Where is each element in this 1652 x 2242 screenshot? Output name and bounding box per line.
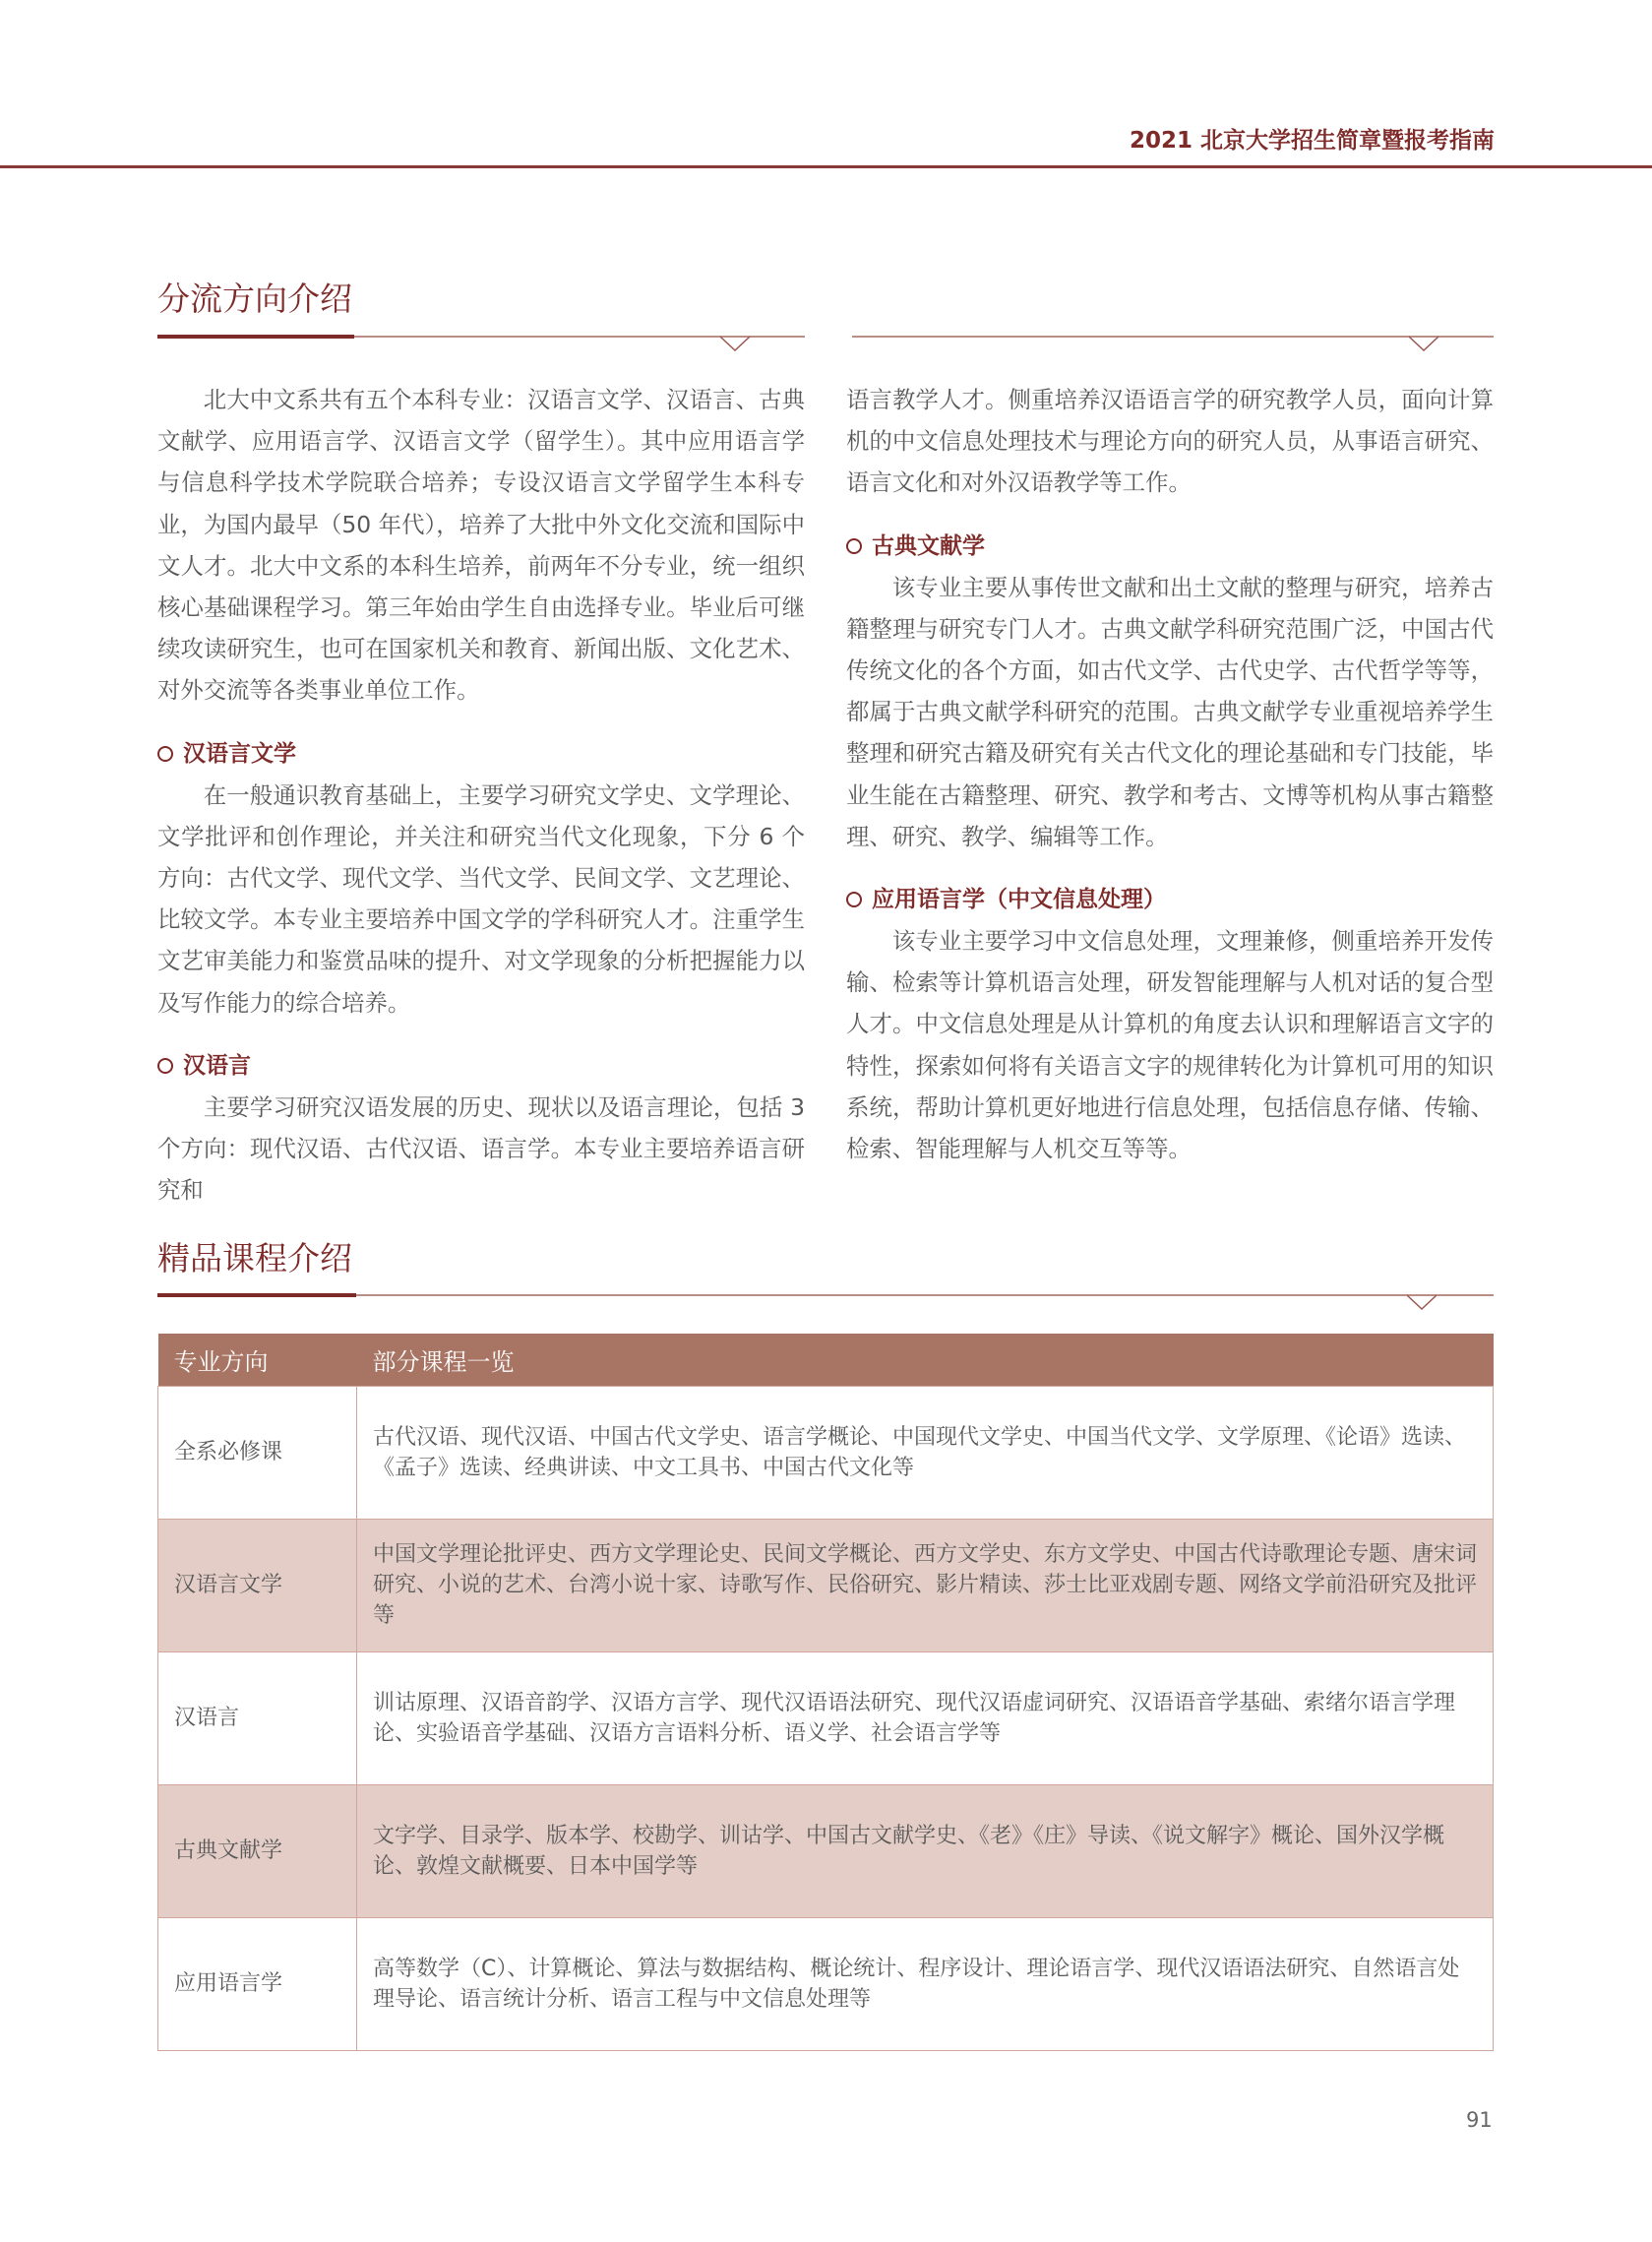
major-heading — [157, 1045, 805, 1087]
table-row — [158, 1917, 1494, 2050]
major-cell: 全系必修课 — [158, 1386, 357, 1519]
major-heading — [157, 733, 805, 775]
header-rule — [0, 165, 1652, 168]
section-underline-left — [157, 336, 805, 338]
table-row — [158, 1386, 1494, 1519]
table-row — [158, 1651, 1494, 1784]
column-header-courses: 部分课程一览 — [357, 1334, 1494, 1386]
section-underline-courses — [157, 1294, 1494, 1296]
major-heading — [846, 526, 1494, 567]
chevron-notch-icon — [1407, 1294, 1437, 1310]
table-row — [158, 1784, 1494, 1917]
major-heading — [846, 879, 1494, 920]
major-title: 汉语言文学 — [183, 740, 296, 767]
left-column — [157, 379, 805, 1211]
major-cell: 汉语言文学 — [158, 1519, 357, 1651]
major-description: 该专业主要学习中文信息处理，文理兼修，侧重培养开发传输、检索等计算机语言处理，研发智能理解与人机对话的复合型人才。中文信息处理是从计算机的角度去认识和理解语言文字的特性，探索如何将有关语言文字的规律转化为计算机可用的知识系统，帮助计算机更好地进行信息处理，包括信息存储、传输、检索、智能理解与人机交互等等。 — [846, 927, 1494, 1163]
column-header-major: 专业方向 — [158, 1334, 357, 1386]
circle-bullet-icon — [157, 1058, 173, 1074]
right-column — [846, 379, 1494, 1169]
major-cell: 应用语言学 — [158, 1917, 357, 2050]
major-title: 汉语言 — [183, 1052, 251, 1079]
chevron-notch-icon — [1409, 336, 1438, 351]
courses-cell: 高等数学（C）、计算概论、算法与数据结构、概论统计、程序设计、理论语言学、现代汉语语法研究、自然语言处理导论、语言统计分析、语言工程与中文信息处理等 — [357, 1917, 1494, 2050]
section-title-courses: 精品课程介绍 — [157, 1239, 352, 1277]
major-cell: 汉语言 — [158, 1651, 357, 1784]
major-description: 该专业主要从事传世文献和出土文献的整理与研究，培养古籍整理与研究专门人才。古典文献学科研究范围广泛，中国古代传统文化的各个方面，如古代文学、古代史学、古代哲学等等，都属于古典文献学科研究的范围。古典文献学专业重视培养学生整理和研究古籍及研究有关古代文化的理论基础和专门技能，毕业生能在古籍整理、研究、教学和考古、文博等机构从事古籍整理、研究、教学、编辑等工作。 — [846, 573, 1494, 850]
major-title: 古典文献学 — [872, 532, 985, 559]
section-title-directions: 分流方向介绍 — [157, 280, 352, 318]
major-description-continued: 语言教学人才。侧重培养汉语语言学的研究教学人员，面向计算机的中文信息处理技术与理论方向的研究人员，从事语言研究、语言文化和对外汉语教学等工作。 — [846, 386, 1494, 497]
table-header-row — [158, 1334, 1494, 1386]
circle-bullet-icon — [846, 892, 862, 907]
chevron-notch-icon — [720, 336, 750, 351]
major-description: 主要学习研究汉语发展的历史、现状以及语言理论，包括 3 个方向：现代汉语、古代汉语、语言学。本专业主要培养语言研究和 — [157, 1092, 805, 1205]
document-header-title: 2021 北京大学招生简章暨报考指南 — [1129, 128, 1495, 154]
intro-paragraph: 北大中文系共有五个本科专业：汉语言文学、汉语言、古典文献学、应用语言学、汉语言文学（留学生）。其中应用语言学与信息科学技术学院联合培养；专设汉语言文学留学生本科专业，为国内最早（50 年代），培养了大批中外文化交流和国际中文人才。北大中文系的本科生培养，前两年不分专业，统一组织核心基础课程学习。第三年始由学生自由选择专业。毕业后可继续攻读研究生，也可在国家机关和教育、新闻出版、文化艺术、对外交流等各类事业单位工作。 — [157, 386, 805, 705]
circle-bullet-icon — [846, 538, 862, 554]
courses-cell: 文字学、目录学、版本学、校勘学、训诂学、中国古文献学史、《老》《庄》导读、《说文解字》概论、国外汉学概论、敦煌文献概要、日本中国学等 — [357, 1784, 1494, 1917]
circle-bullet-icon — [157, 746, 173, 762]
major-title: 应用语言学（中文信息处理） — [872, 887, 1166, 913]
table-row — [158, 1519, 1494, 1651]
page-number: 91 — [1466, 2108, 1493, 2132]
course-table — [157, 1334, 1494, 2051]
courses-cell: 训诂原理、汉语音韵学、汉语方言学、现代汉语语法研究、现代汉语虚词研究、汉语语音学基础、索绪尔语言学理论、实验语音学基础、汉语方言语料分析、语义学、社会语言学等 — [357, 1651, 1494, 1784]
major-cell: 古典文献学 — [158, 1784, 357, 1917]
section-underline-right — [852, 336, 1494, 338]
courses-cell: 中国文学理论批评史、西方文学理论史、民间文学概论、西方文学史、东方文学史、中国古代诗歌理论专题、唐宋词研究、小说的艺术、台湾小说十家、诗歌写作、民俗研究、影片精读、莎士比亚戏剧专题、网络文学前沿研究及批评等 — [357, 1519, 1494, 1651]
major-description: 在一般通识教育基础上，主要学习研究文学史、文学理论、文学批评和创作理论，并关注和研究当代文化现象，下分 6 个方向：古代文学、现代文学、当代文学、民间文学、文艺理论、比较文学。本专业主要培养中国文学的学科研究人才。注重学生文艺审美能力和鉴赏品味的提升、对文学现象的分析把握能力以及写作能力的综合培养。 — [157, 780, 805, 1017]
courses-cell: 古代汉语、现代汉语、中国古代文学史、语言学概论、中国现代文学史、中国当代文学、文学原理、《论语》选读、《孟子》选读、经典讲读、中文工具书、中国古代文化等 — [357, 1386, 1494, 1519]
